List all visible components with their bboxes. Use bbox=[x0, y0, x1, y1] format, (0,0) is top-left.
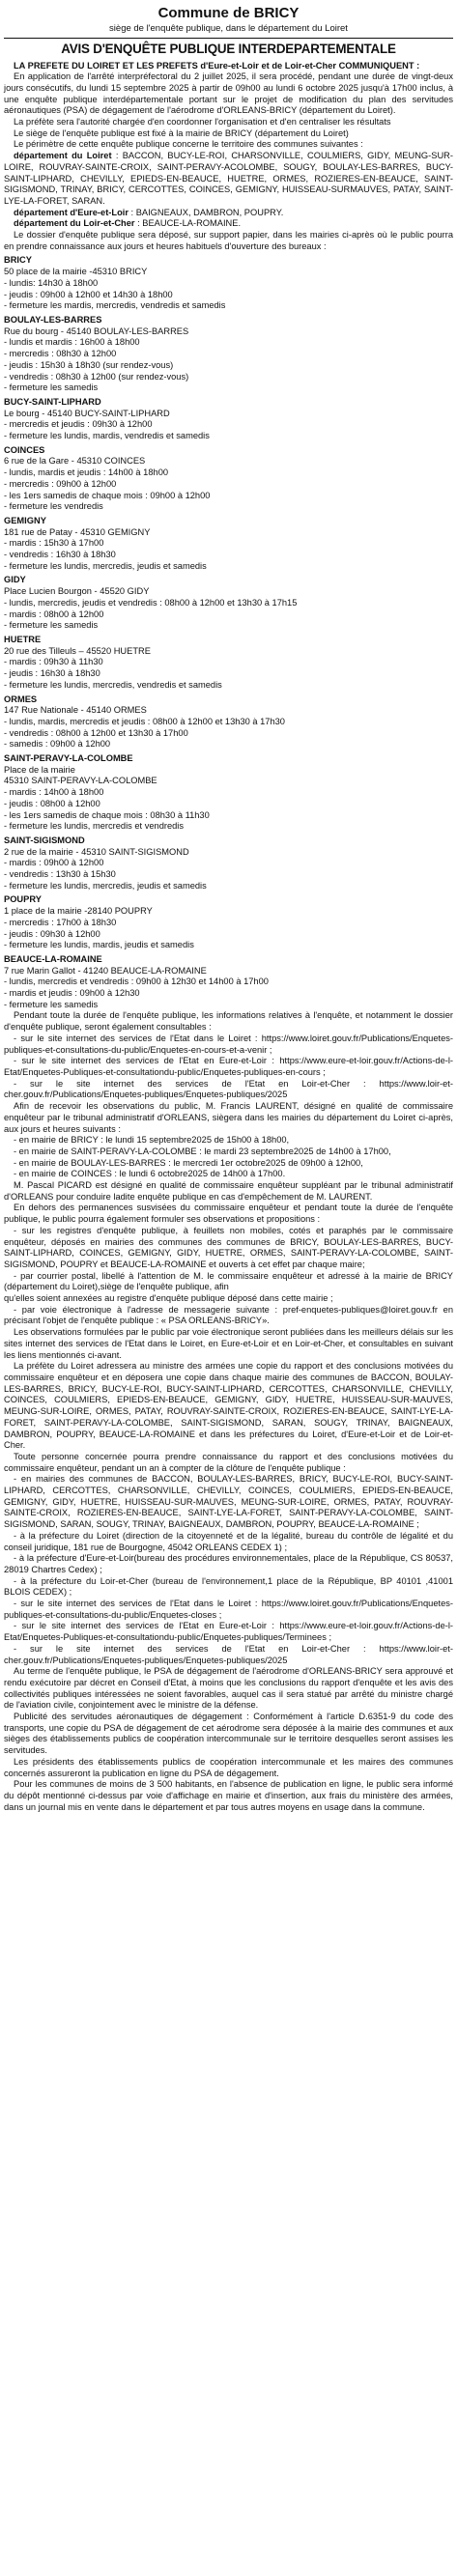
department-communes: : BACCON, BUCY-LE-ROI, CHARSONVILLE, COULMIERS, GIDY, MEUNG-SUR-LOIRE, ROUVRAY-SAINTE-CROIX, SAINT-PERAVY-ACOLOMBE, SOUGY, BOULAY-LES-BARRES, BUCY-SAINT-LIPHARD, CHEVILLY, EPIEDS-EN-BEAUCE, HUETRE, ORMES, ROZIERES-EN-BEAUCE, SAINT-SIGISMOND, TRINAY, BRICY, CERCOTTES, COINCES, GEMIGNY, HUISSEAU-SURMAUVES, PATAY, SAINT-LYE-LA-FORET, SARAN. bbox=[4, 151, 453, 206]
mairie-hours-line: - fermeture les lundis, mercredis, jeudis et samedis bbox=[4, 880, 207, 891]
intro-paragraph: Le dossier d'enquête publique sera déposé, sur support papier, dans les mairies ci-après où le public pourra en prendre connaissance aux jours et heures habituels d'ouverture des bureaux : bbox=[4, 230, 453, 251]
mairie-block bbox=[4, 315, 453, 394]
mairie-block bbox=[4, 575, 453, 632]
mairie-hours-line: - jeudis : 09h00 à 12h00 et 14h30 à 18h00 bbox=[4, 289, 173, 299]
mairie-hours-line: - lundis, mercredis, jeudis et vendredis : 08h00 à 12h00 et 13h30 à 17h15 bbox=[4, 597, 298, 608]
body-paragraph: - par courrier postal, libellé à l'attention de M. le commissaire enquêteur et adressé à la mairie de BRICY (département du Loiret),siège de l'enquête publique, afin bbox=[4, 1270, 453, 1292]
intro-paragraph: En application de l'arrêté interpréfectoral du 2 juillet 2025, il sera procédé, pendant une durée de vingt-deux jours consécutifs, du lundi 15 septembre 2025 à partir de 09h00 au lundi 6 octobre 2025 jusqu'à 17h00 inclus, à une enquête publique interdépartementale portant sur le projet de modification du plan des servitudes aéronautiques (PSA) de dégagement de l'aérodrome d'ORLEANS-BRICY (département du Loiret). bbox=[4, 71, 453, 116]
mairie-hours-line: 2 rue de la mairie - 45310 SAINT-SIGISMOND bbox=[4, 846, 189, 857]
notice-heading: AVIS D'ENQUÊTE PUBLIQUE INTERDEPARTEMENTALE bbox=[61, 42, 396, 57]
mairie-hours-line: - vendredis : 16h30 à 18h30 bbox=[4, 550, 116, 560]
body-paragraph: - sur le site internet des services de l'Etat dans le Loiret : https://www.loiret.gouv.fr/Publications/Enquetes-publiques-et-consultations-du-public/Enquetes-closes ; bbox=[4, 1599, 453, 1620]
body-paragraph: M. Pascal PICARD est désigné en qualité de commissaire enquêteur suppléant par le tribunal administratif d'ORLEANS pour conduire ladite enquête publique en cas d'empêchement de M. LAURENT. bbox=[4, 1180, 453, 1202]
mairie-name: COINCES bbox=[4, 444, 45, 455]
mairie-hours-line: - mardis : 15h30 à 17h00 bbox=[4, 538, 104, 549]
body-paragraph: - par voie électronique à l'adresse de messagerie suivante : pref-enquetes-publiques@loiret.gouv.fr en précisant l'objet de l'enquête publique : « PSA ORLEANS-BRICY». bbox=[4, 1304, 453, 1326]
mairie-hours-line: Place Lucien Bourgon - 45520 GIDY bbox=[4, 586, 150, 597]
permanence-item: - en mairie de SAINT-PERAVY-LA-COLOMBE : le mardi 23 septembre2025 de 14h00 à 17h00, bbox=[14, 1146, 391, 1156]
body-paragraph: En dehors des permanences susvisées du commissaire enquêteur et pendant toute la durée de l'enquête publique, le public pourra également formuler ses observations et propositions : bbox=[4, 1203, 453, 1225]
notice-page bbox=[4, 0, 453, 1813]
body-paragraph: Au terme de l'enquête publique, le PSA de dégagement de l'aérodrome d'ORLEANS-BRICY sera approuvé et rendu exécutoire par décret en Conseil d'Etat, à moins que les conclusions du rapport d'enquête et les avis des collectivités publiques intéressées ne soient favorables, auquel cas il sera statué par arrêté du ministre chargé de l'aviation civile, conjointement avec le ministre de la défense. bbox=[4, 1666, 453, 1711]
body-paragraph: - sur le site internet des services de l'Etat dans le Loiret : https://www.loiret.gouv.fr/Publications/Enquetes-publiques-et-consultations-du-public/Enquetes-en-cours-et-a-venir ; bbox=[4, 1033, 453, 1055]
mairie-hours-line: - lundis et mardis : 16h00 à 18h00 bbox=[4, 337, 140, 348]
mairie-hours-line: - fermeture les samedis bbox=[4, 382, 99, 393]
body-paragraph: - sur les registres d'enquête publique, à feuillets non mobiles, cotés et paraphés par le commissaire enquêteur, déposés en mairies des communes des communes de BRICY, BOULAY-LES-BARRES, BUCY-SAINT-LIPHARD, COINCES, GEMIGNY, GIDY, HUETRE, ORMES, SAINT-PERAVY-LA-COLOMBE, SAINT-SIGISMOND, POUPRY et BEAUCE-LA-ROMAINE et ouverts à cet effet par chaque maire; bbox=[4, 1225, 453, 1269]
mairie-hours-line: - les 1ers samedis de chaque mois : 09h00 à 12h00 bbox=[4, 490, 211, 500]
department-eure-et-loir bbox=[4, 208, 453, 219]
mairie-hours-line: 147 Rue Nationale - 45140 ORMES bbox=[4, 705, 147, 716]
mairie-hours-line: - jeudis : 16h30 à 18h30 bbox=[4, 668, 100, 679]
mairie-hours-line: 7 rue Marin Gallot - 41240 BEAUCE-LA-ROMAINE bbox=[4, 965, 207, 976]
mairie-hours-line: - fermeture les samedis bbox=[4, 999, 99, 1009]
mairie-hours-line: - fermeture les lundis, mercredis et vendredis bbox=[4, 821, 185, 832]
mairie-block bbox=[4, 635, 453, 692]
mairie-block bbox=[4, 894, 453, 951]
mairie-hours-line: - mardis : 09h30 à 11h30 bbox=[4, 657, 103, 667]
mairie-block bbox=[4, 255, 453, 312]
body-paragraph: Les présidents des établissements publics de coopération intercommunale et les maires des communes concernés assureront la publication en ligne du PSA de dégagement. bbox=[4, 1756, 453, 1778]
mairie-hours-line: 50 place de la mairie -45310 BRICY bbox=[4, 267, 148, 277]
mairie-hours-line: - lundis: 14h30 à 18h00 bbox=[4, 277, 99, 288]
body-paragraph: - à la préfecture du Loir-et-Cher (bureau de l'environnement,1 place de la République, BP 40101 ,41001 BLOIS CEDEX) ; bbox=[4, 1575, 453, 1598]
mairie-hours-line: - fermeture les lundis, mardis, vendredis et samedis bbox=[4, 431, 210, 441]
page-subtitle: siège de l'enquête publique, dans le département du Loiret bbox=[109, 22, 348, 34]
mairie-name: HUETRE bbox=[4, 634, 42, 644]
mairie-name: BRICY bbox=[4, 255, 32, 266]
department-label: département du Loiret bbox=[14, 151, 112, 161]
permanence-item: - en mairie de BRICY : le lundi 15 septembre2025 de 15h00 à 18h00, bbox=[14, 1135, 290, 1146]
body-paragraph: - à la préfecture d'Eure-et-Loir(bureau des procédures environnementales, place de la République, CS 80537, 28019 Chartres Cedex) ; bbox=[4, 1553, 453, 1574]
mairie-hours-line: - fermeture les lundis, mercredis, jeudis et samedis bbox=[4, 560, 207, 571]
mairie-hours-line: - mardis : 09h00 à 12h00 bbox=[4, 858, 104, 868]
department-loir-et-cher bbox=[4, 218, 453, 230]
mairie-block bbox=[4, 753, 453, 833]
body-paragraph: Afin de recevoir les observations du public, M. Francis LAURENT, désigné en qualité de commissaire enquêteur par le tribunal administratif d'ORLEANS, siègera dans les mairies du département du Loiret ci-après, aux jours et heures suivants : bbox=[4, 1101, 453, 1134]
mairie-hours-line: 6 rue de la Gare - 45310 COINCES bbox=[4, 456, 146, 467]
mairie-hours-line: - mercredis : 08h30 à 12h00 bbox=[4, 349, 117, 359]
mairie-hours-line: - mercredis : 09h00 à 12h00 bbox=[4, 478, 117, 489]
mairie-hours-line: - les 1ers samedis de chaque mois : 08h30 à 11h30 bbox=[4, 809, 210, 820]
body-paragraph: - en mairies des communes de BACCON, BOULAY-LES-BARRES, BRICY, BUCY-LE-ROI, BUCY-SAINT-LIPHARD, CERCOTTES, CHARSONVILLE, CHEVILLY, COINCES, COULMIERS, EPIEDS-EN-BEAUCE, GEMIGNY, GIDY, HUETRE, HUISSEAU-SUR-MAUVES, MEUNG-SUR-LOIRE, ORMES, PATAY, ROUVRAY-SAINTE-CROIX, ROZIERES-EN-BEAUCE, SAINT-LYE-LA-FORET, SAINT-PERAVY-LA-COLOMBE, SAINT-SIGISMOND, SARAN, SOUGY, TRINAY, BAIGNEAUX, DAMBRON, POUPRY, BEAUCE-LA-ROMAINE ; bbox=[4, 1474, 453, 1530]
mairie-list bbox=[4, 255, 453, 1010]
mairie-name: BOULAY-LES-BARRES bbox=[4, 315, 102, 325]
mairie-hours-line: - jeudis : 15h30 à 18h30 (sur rendez-vous) bbox=[4, 359, 174, 370]
mairie-hours-line: 1 place de la mairie -28140 POUPRY bbox=[4, 906, 153, 917]
mairie-hours-line: 45310 SAINT-PERAVY-LA-COLOMBE bbox=[4, 776, 157, 786]
mairie-hours-line: - vendredis : 13h30 à 15h30 bbox=[4, 869, 116, 880]
mairie-hours-line: - vendredis : 08h00 à 12h00 et 13h30 à 17h00 bbox=[4, 727, 188, 738]
mairie-hours-line: - samedis : 09h00 à 12h00 bbox=[4, 739, 111, 750]
body-paragraph: Pendant toute la durée de l'enquête publique, les informations relatives à l'enquête, et notamment le dossier d'enquête publique, seront également consultables : bbox=[4, 1010, 453, 1033]
mairie-name: SAINT-PERAVY-LA-COLOMBE bbox=[4, 753, 133, 764]
page-title: Commune de BRICY bbox=[157, 5, 300, 21]
mairie-name: GIDY bbox=[4, 575, 26, 585]
mairie-hours-line: - fermeture les lundis, mercredis, vendredis et samedis bbox=[4, 679, 222, 690]
body-paragraph: Les observations formulées par le public par voie électronique seront publiées dans les meilleurs délais sur les sites internet des services de l'Etat dans le Loiret, en Eure-et-Loir et en Loir-et-Cher, et consultables en suivant les liens mentionnés ci-avant. bbox=[4, 1327, 453, 1360]
mairie-block bbox=[4, 397, 453, 442]
department-communes: : BEAUCE-LA-ROMAINE. bbox=[134, 218, 242, 229]
body-paragraph: - sur le site internet des services de l'Etat en Loir-et-Cher : https://www.loir-et-cher.gouv.fr/Publications/Enquetes-publiques/Enquetes-publiques/2025 bbox=[4, 1078, 453, 1100]
body-paragraph: Publicité des servitudes aéronautiques de dégagement : Conformément à l'article D.6351-9 du code des transports, une copie du PSA de dégagement de cet aérodrome sera déposée à la mairie des communes et aux sièges des établissements publics de coopération intercommunale sur le territoire desquelles seront assises les servitudes. bbox=[4, 1712, 453, 1756]
mairie-hours-line: - mercredis : 17h00 à 18h30 bbox=[4, 917, 117, 927]
mairie-block bbox=[4, 694, 453, 751]
mairie-name: BEAUCE-LA-ROMAINE bbox=[4, 953, 102, 964]
mairie-name: SAINT-SIGISMOND bbox=[4, 835, 85, 845]
prefets-statement: LA PREFETE DU LOIRET ET LES PREFETS d'Eure-et-Loir et de Loir-et-Cher COMMUNIQUENT : bbox=[14, 60, 420, 71]
permanence-item: - en mairie de COINCES : le lundi 6 octobre2025 de 14h00 à 17h00. bbox=[14, 1169, 286, 1179]
mairie-block bbox=[4, 516, 453, 573]
mairie-name: ORMES bbox=[4, 694, 38, 704]
department-label: département du Loir-et-Cher bbox=[14, 218, 135, 229]
mairie-hours-line: - fermeture les vendredis bbox=[4, 501, 103, 512]
body-paragraph: qu'elles soient annexées au registre d'enquête publique déposé dans cette mairie ; bbox=[4, 1293, 333, 1304]
mairie-hours-line: Le bourg - 45140 BUCY-SAINT-LIPHARD bbox=[4, 408, 170, 418]
mairie-hours-line: - lundis, mardis et jeudis : 14h00 à 18h00 bbox=[4, 467, 169, 478]
body-paragraph: - sur le site internet des services de l'Etat en Eure-et-Loir : https://www.eure-et-loir.gouv.fr/Actions-de-l-Etat/Enquetes-Publiques-et-consultationdu-public/Enquetes-publiques-en-cours ; bbox=[4, 1056, 453, 1077]
intro-paragraph: La préfète sera l'autorité chargée d'en coordonner l'organisation et d'en centraliser les résultats bbox=[14, 117, 391, 127]
mairie-name: BUCY-SAINT-LIPHARD bbox=[4, 396, 101, 407]
intro-paragraph: Le siège de l'enquête publique est fixé à la mairie de BRICY (département du Loiret) bbox=[14, 127, 349, 138]
body-paragraph: - à la préfecture du Loiret (direction de la citoyenneté et de la légalité, bureau du contrôle de légalité et du conseil juridique, 181 rue de Bourgogne, 45042 ORLEANS CEDEX 1) ; bbox=[4, 1530, 453, 1552]
mairie-hours-line: - jeudis : 08h00 à 12h00 bbox=[4, 798, 100, 808]
mairie-hours-line: 181 rue de Patay - 45310 GEMIGNY bbox=[4, 526, 151, 537]
mairie-hours-line: - vendredis : 08h30 à 12h00 (sur rendez-vous) bbox=[4, 371, 189, 382]
mairie-hours-line: - mardis et jeudis : 09h00 à 12h30 bbox=[4, 988, 140, 999]
mairie-name: GEMIGNY bbox=[4, 515, 46, 525]
department-loiret bbox=[4, 151, 453, 208]
body-paragraph: - sur le site internet des services de l'Etat en Loir-et-Cher : https://www.loir-et-cher.gouv.fr/Publications/Enquetes-publiques/Enquetes-publiques/2025 bbox=[4, 1643, 453, 1665]
mairie-hours-line: - jeudis : 09h30 à 12h00 bbox=[4, 928, 100, 939]
mairie-hours-line: Rue du bourg - 45140 BOULAY-LES-BARRES bbox=[4, 326, 189, 336]
department-communes: : BAIGNEAUX, DAMBRON, POUPRY. bbox=[128, 207, 284, 217]
body-paragraph: La préfète du Loiret adressera au ministre des armées une copie du rapport et des conclusions motivées du commissaire enquêteur et en déposera une copie dans chaque mairie des communes de BACCON, BOULAY-LES-BARRES, BRICY, BUCY-LE-ROI, BUCY-SAINT-LIPHARD, CERCOTTES, CHARSONVILLE, CHEVILLY, COINCES, COULMIERS, EPIEDS-EN-BEAUCE, GEMIGNY, GIDY, HUETRE, HUISSEAU-SUR-MAUVES, MEUNG-SUR-LOIRE, ORMES, PATAY, ROUVRAY-SAINTE-CROIX, ROZIERES-EN-BEAUCE, SAINT-LYE-LA-FORET, SAINT-PERAVY-LA-COLOMBE, SAINT-SIGISMOND, SARAN, SOUGY, TRINAY, BAIGNEAUX, DAMBRON, POUPRY, BEAUCE-LA-ROMAINE et dans les préfectures du Loiret, d'Eure-et-Loir et de Loir-et-Cher. bbox=[4, 1361, 453, 1451]
mairie-hours-line: - fermeture les lundis, mardis, jeudis et samedis bbox=[4, 940, 194, 950]
mairie-hours-line: - fermeture les mardis, mercredis, vendredis et samedis bbox=[4, 300, 226, 311]
divider bbox=[4, 38, 453, 39]
intro-paragraph: Le périmètre de cette enquête publique concerne le territoire des communes suivantes : bbox=[14, 139, 363, 150]
mairie-hours-line: Place de la mairie bbox=[4, 764, 75, 775]
mairie-block bbox=[4, 445, 453, 513]
mairie-hours-line: - lundis, mardis, mercredis et jeudis : 08h00 à 12h00 et 13h30 à 17h30 bbox=[4, 716, 285, 726]
mairie-block bbox=[4, 954, 453, 1011]
body-paragraph: Toute personne concernée pourra prendre connaissance du rapport et des conclusions motivées du commissaire enquêteur, pendant un an à compter de la clôture de l'enquête publique : bbox=[4, 1451, 453, 1473]
mairie-hours-line: - lundis, mercredis et vendredis : 09h00 à 12h30 et 14h00 à 17h00 bbox=[4, 977, 269, 987]
permanence-item: - en mairie de BOULAY-LES-BARRES : le mercredi 1er octobre2025 de 09h00 à 12h00, bbox=[14, 1157, 363, 1168]
body-paragraph: - sur le site internet des services de l'Etat en Eure-et-Loir : https://www.eure-et-loir.gouv.fr/Actions-de-l-Etat/Enquetes-Publiques-et-consultationdu-public/Enquetes-publiques/Terminees ; bbox=[4, 1621, 453, 1643]
mairie-hours-line: - mardis : 08h00 à 12h00 bbox=[4, 609, 104, 619]
mairie-name: POUPRY bbox=[4, 894, 42, 905]
department-label: département d'Eure-et-Loir bbox=[14, 207, 129, 217]
mairie-hours-line: - fermeture les samedis bbox=[4, 620, 99, 631]
mairie-hours-line: - mercredis et jeudis : 09h30 à 12h00 bbox=[4, 419, 153, 430]
mairie-block bbox=[4, 835, 453, 892]
mairie-hours-line: - mardis : 14h00 à 18h00 bbox=[4, 787, 104, 798]
mairie-hours-line: 20 rue des Tilleuls – 45520 HUETRE bbox=[4, 645, 151, 656]
body-paragraph: Pour les communes de moins de 3 500 habitants, en l'absence de publication en ligne, le public sera informé du dépôt mentionné ci-dessus par voie d'affichage en mairie et d'insertion, aux frais du ministère des armées, dans un journal mis en vente dans le département et par tous autres moyens en usage dans la commune. bbox=[4, 1779, 453, 1812]
